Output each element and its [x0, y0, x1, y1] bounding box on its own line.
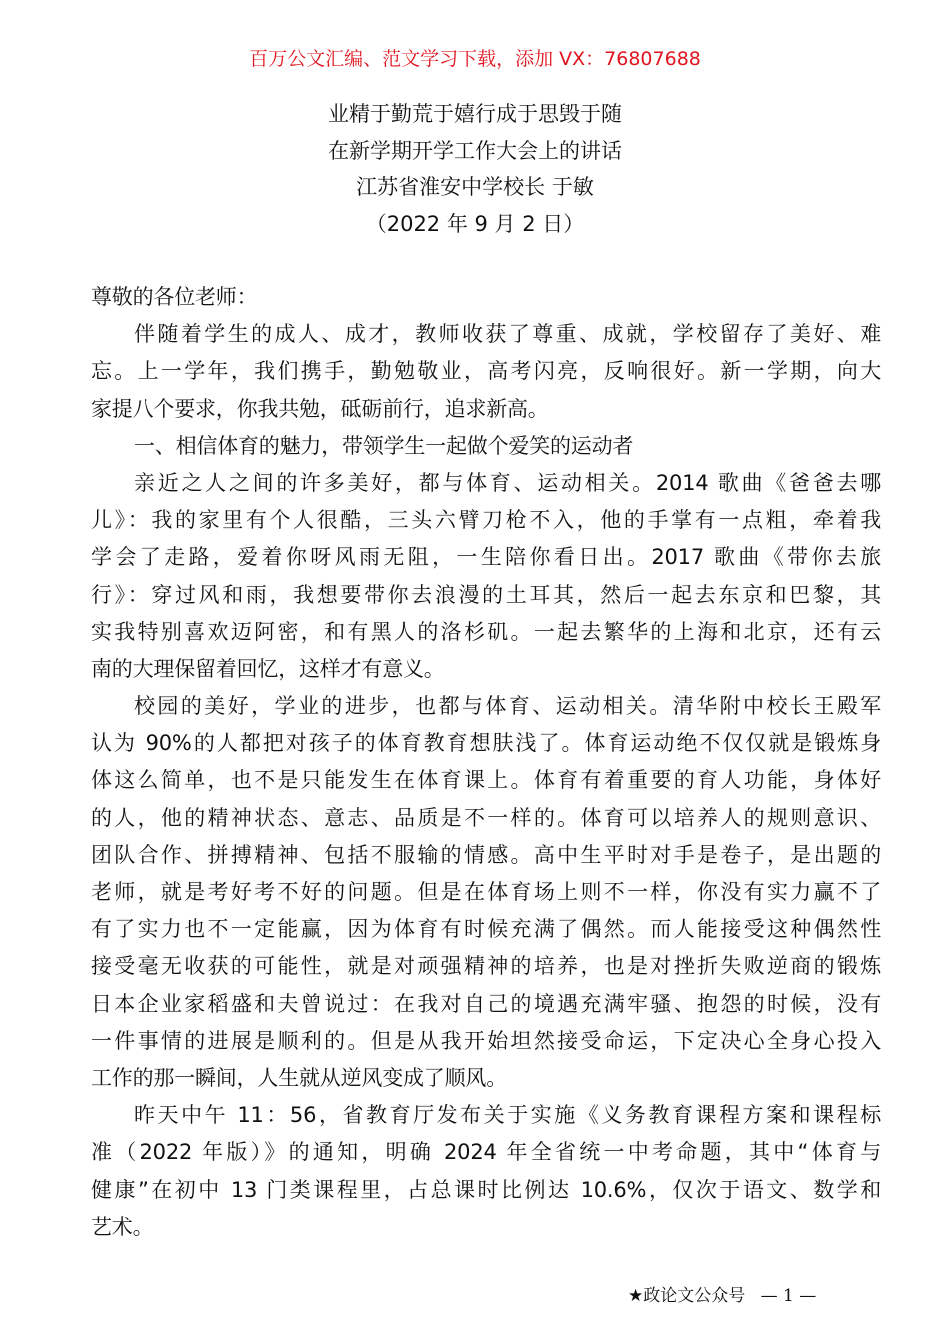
text-line: 认为 90%的人都把对孩子的体育教育想肤浅了。体育运动绝不仅仅就是锻炼身 — [91, 731, 881, 756]
text-line: 老师，就是考好考不好的问题。但是在体育场上则不一样，你没有实力赢不了 — [91, 880, 881, 904]
paragraph-curriculum — [91, 1097, 881, 1246]
text-line: 有了实力也不一定能赢，因为体育有时候充满了偶然。而人能接受这种偶然性 — [91, 917, 881, 942]
text-line: 忘。上一学年，我们携手，勤勉敬业，高考闪亮，反响很好。新一学期，向大 — [91, 359, 881, 384]
paragraph-intro — [91, 316, 881, 428]
text-line: 工作的那一瞬间，人生就从逆风变成了顺风。 — [91, 1065, 507, 1090]
text-line: 南的大理保留着回忆，这样才有意义。 — [91, 656, 445, 681]
title-block — [0, 96, 950, 242]
text-line: 家提八个要求，你我共勉，砥砺前行，追求新高。 — [91, 396, 549, 421]
text-line: 健康”在初中 13 门类课程里，占总课时比例达 10.6%，仅次于语文、数学和 — [91, 1177, 881, 1202]
speech-body — [91, 279, 881, 1246]
text-line: 伴随着学生的成人、成才，教师收获了尊重、成就，学校留存了美好、难 — [134, 322, 881, 347]
paragraph-songs — [91, 465, 881, 688]
speaker-line: 江苏省淮安中学校长 于敏 — [356, 175, 594, 199]
text-line: 准（2022 年版）》的通知，明确 2024 年全省统一中考命题，其中“体育与 — [91, 1140, 881, 1165]
page-number: — 1 — — [760, 1286, 817, 1306]
text-line: 校园的美好，学业的进步，也都与体育、运动相关。清华附中校长王殿军 — [134, 694, 881, 719]
speech-title: 在新学期开学工作大会上的讲话 — [328, 138, 622, 163]
text-line: 艺术。 — [91, 1214, 154, 1239]
greeting: 尊敬的各位老师： — [91, 285, 258, 309]
speech-date: （2022 年 9 月 2 日） — [365, 211, 585, 236]
download-banner: 百万公文汇编、范文学习下载，添加 VX：76807688 — [249, 48, 701, 70]
paragraph-campus — [91, 688, 881, 1097]
text-line: 行》：穿过风和雨，我想要带你去浪漫的土耳其，然后一起去东京和巴黎，其 — [91, 582, 881, 607]
motto-title: 业精于勤荒于嬉行成于思毁于随 — [328, 102, 622, 126]
text-line: 实我特别喜欢迈阿密，和有黑人的洛杉矶。一起去繁华的上海和北京，还有云 — [91, 619, 881, 644]
source-label: ★政论文公众号 — [628, 1286, 746, 1306]
text-line: 的人，他的精神状态、意志、品质是不一样的。体育可以培养人的规则意识、 — [91, 805, 881, 830]
section-heading-1 — [91, 428, 881, 465]
text-line: 团队合作、拼搏精神、包括不服输的情感。高中生平时对手是卷子，是出题的 — [91, 842, 881, 867]
page-footer — [628, 1284, 816, 1308]
text-line: 亲近之人之间的许多美好，都与体育、运动相关。2014 歌曲《爸爸去哪 — [134, 470, 881, 495]
section-heading: 一、相信体育的魅力，带领学生一起做个爱笑的运动者 — [134, 433, 634, 458]
text-line: 接受毫无收获的可能性，就是对顽强精神的培养，也是对挫折失败逆商的锻炼 — [91, 954, 881, 979]
text-line: 一件事情的进展是顺利的。但是从我开始坦然接受命运，下定决心全身心投入 — [91, 1028, 881, 1053]
text-line: 昨天中午 11：56，省教育厅发布关于实施《义务教育课程方案和课程标 — [134, 1103, 881, 1128]
text-line: 日本企业家稻盛和夫曾说过：在我对自己的境遇充满牢骚、抱怨的时候，没有 — [91, 991, 881, 1016]
text-line: 体这么简单，也不是只能发生在体育课上。体育有着重要的育人功能，身体好 — [91, 768, 881, 793]
text-line: 学会了走路，爱着你呀风雨无阻，一生陪你看日出。2017 歌曲《带你去旅 — [91, 545, 881, 570]
text-line: 儿》：我的家里有个人很酷，三头六臂刀枪不入，他的手掌有一点粗，牵着我 — [91, 508, 881, 533]
